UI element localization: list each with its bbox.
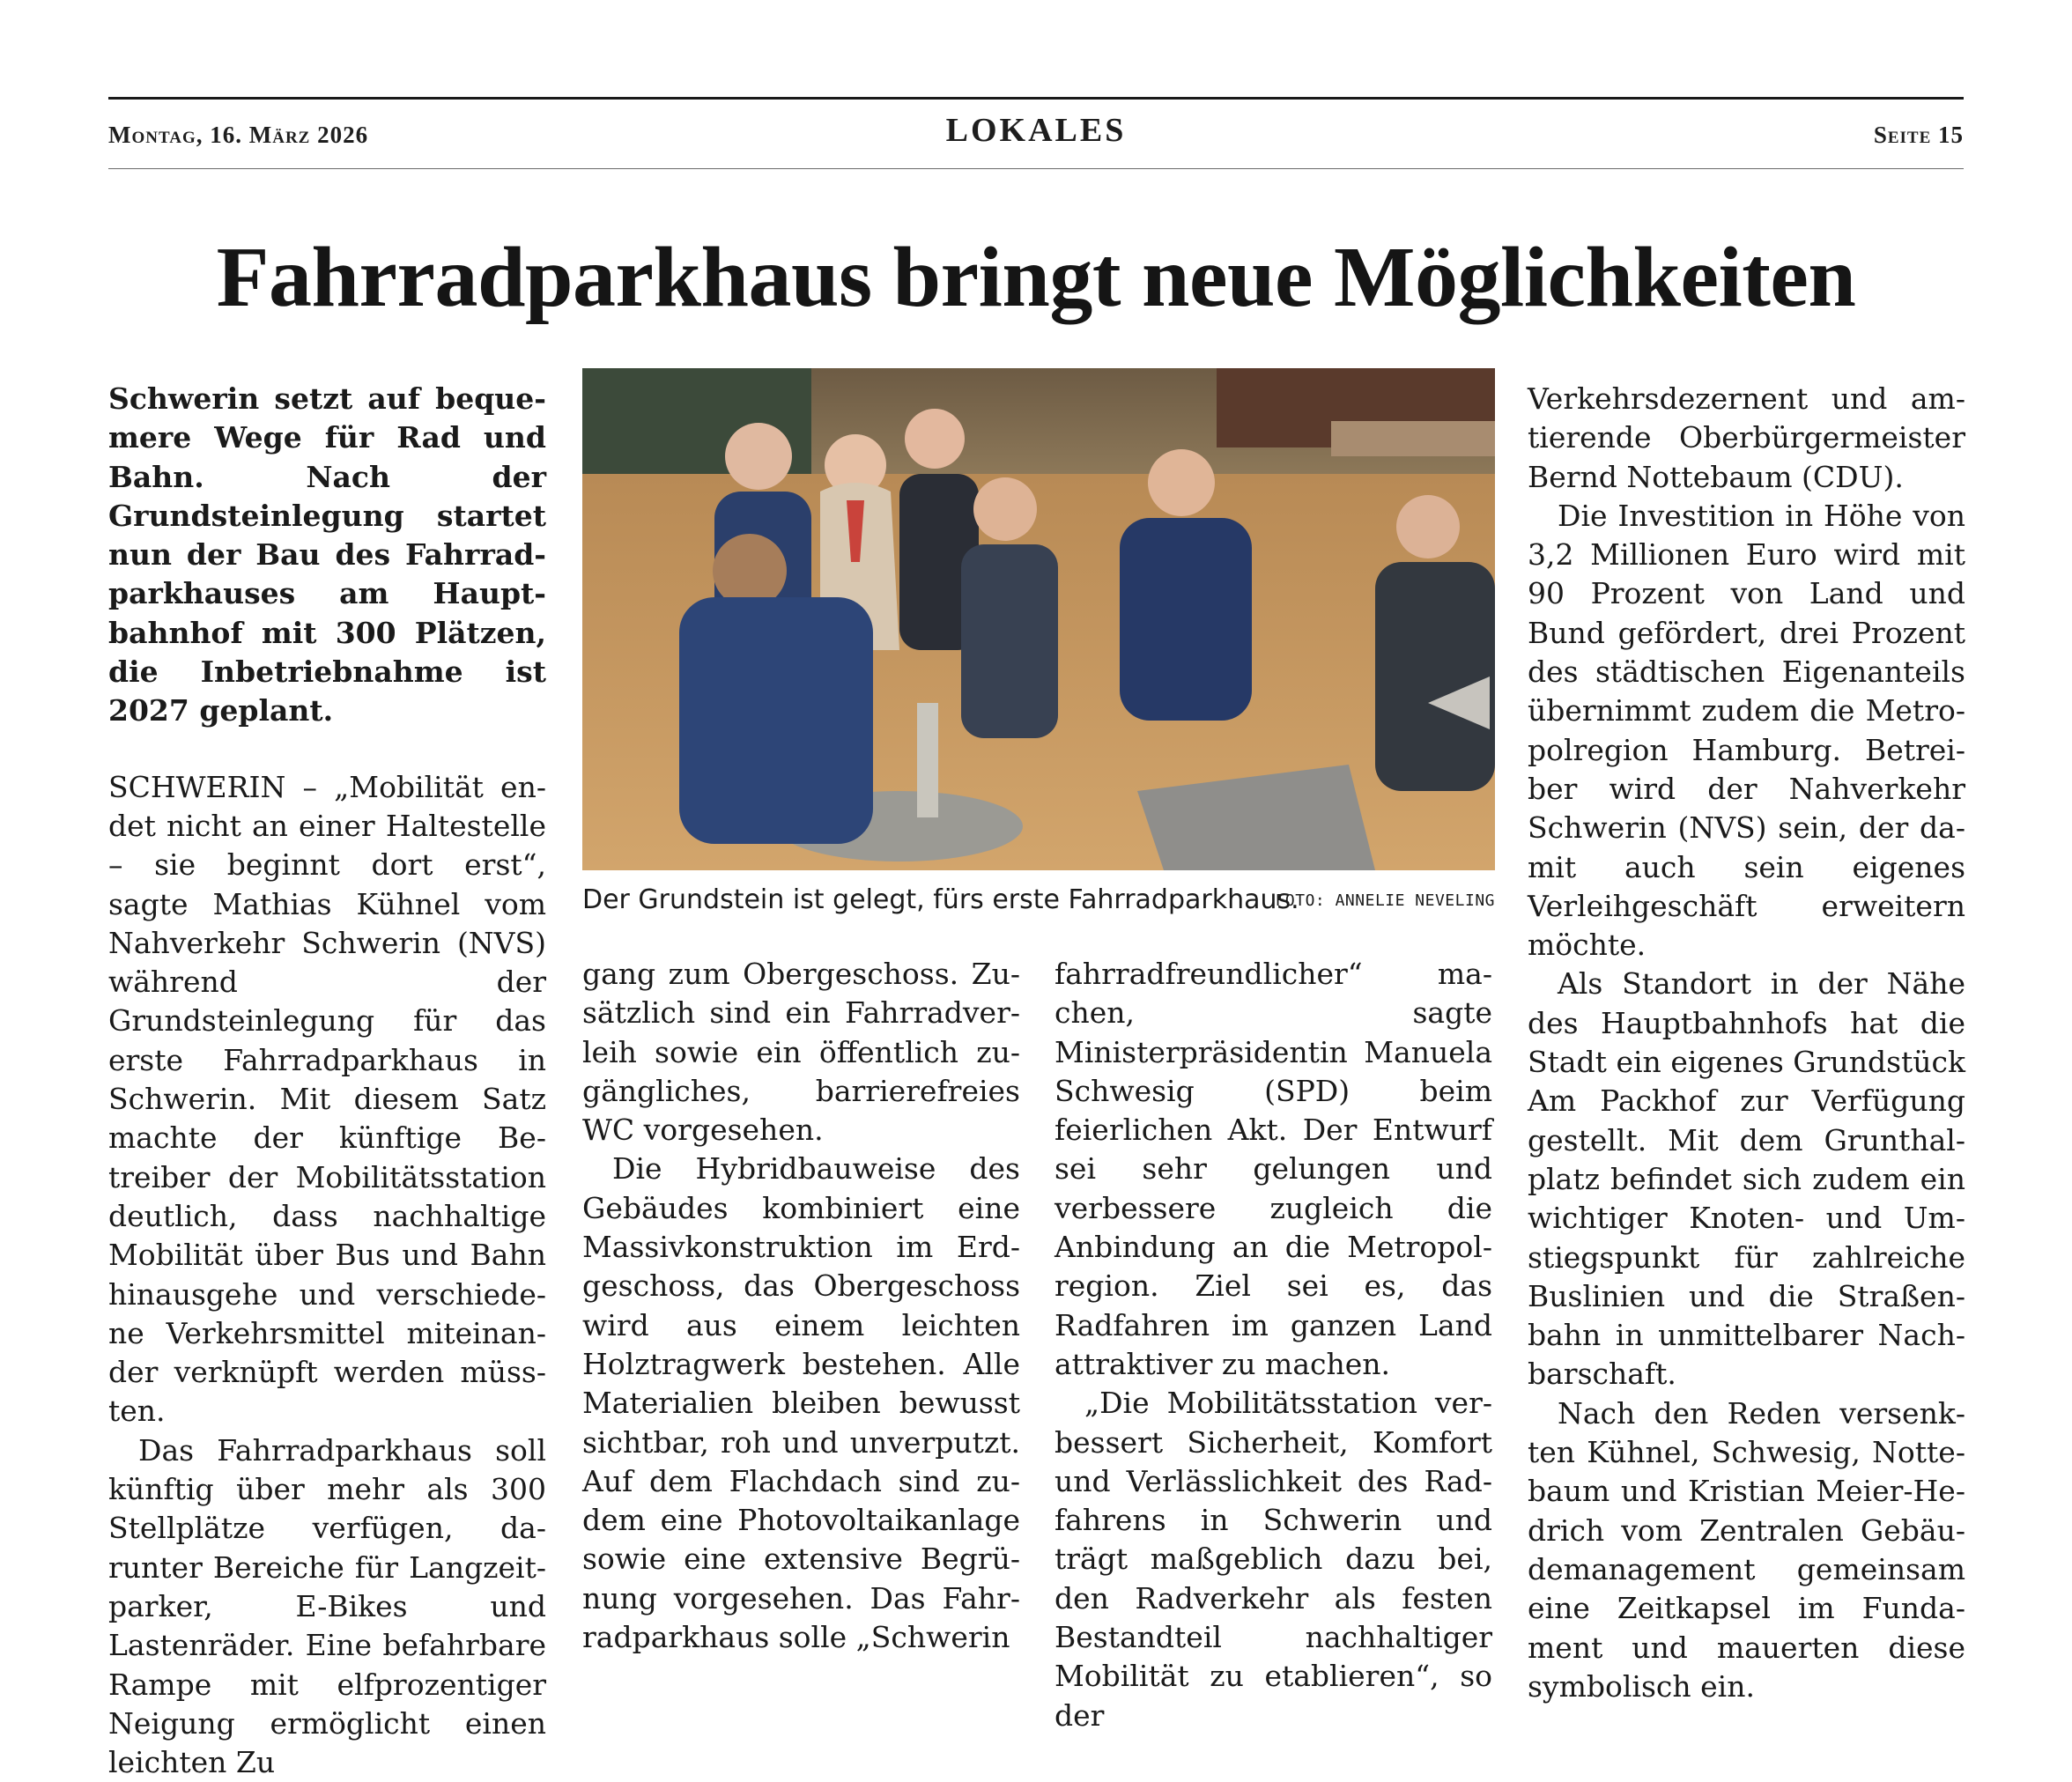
text-column-3: [1054, 955, 1492, 1735]
body-paragraph: gang zum Obergeschoss. Zusätzlich sind ein Fahrradverleih sowie ein öffentlich zugängliches, barrierefreies WC vorgesehen.: [582, 957, 1020, 1148]
caption-text: Der Grundstein ist gelegt, fürs erste Fahrradparkhaus.: [582, 884, 1299, 915]
body-paragraph: Nach den Reden versenkten Kühnel, Schwesig, Nottebaum und Kristian Meier-Hedrich vom Zentralen Gebäudemanagement gemeinsam eine Zeitkapsel im Fundament und mauerten diese symbolisch ein.: [1528, 1395, 1965, 1704]
body-paragraph: Das Fahrradparkhaus soll künftig über mehr als 300 Stellplätze verfügen, darunter Bereiche für Langzeitparker, E-Bikes und Lastenräder. Eine befahrbare Rampe mit elfprozentiger Neigung ermöglicht einen leichten Zu: [108, 1432, 546, 1780]
photo-credit: FOTO: ANNELIE NEVELING: [1275, 891, 1495, 910]
body-paragraph: Als Standort in der Nähe des Hauptbahnhofs hat die Stadt ein eigenes Grundstück Am Packhof zur Verfügung gestellt. Mit dem Grunthalplatz befindet sich zudem ein wichtiger Knoten- und Umstiegspunkt für zahlreiche Buslinien und die Straßenbahn in unmittelbarer Nachbarschaft.: [1528, 966, 1965, 1392]
issue-date: Montag, 16. März 2026: [108, 122, 369, 148]
body-paragraph: fahrradfreundlicher“ machen, sagte Ministerpräsidentin Manuela Schwesig (SPD) beim feierlichen Akt. Der Entwurf sei sehr gelungen und verbessere zugleich die Anbindung an die Metropolregion. Ziel sei es, das Radfahren im ganzen Land attraktiver zu machen.: [1054, 957, 1492, 1381]
masthead: [108, 109, 1964, 157]
text-column-1: [108, 380, 546, 1782]
section-title: LOKALES: [945, 112, 1127, 149]
photo-illustration: [582, 368, 1495, 870]
body-paragraph: Die Investition in Höhe von 3,2 Millionen Euro wird mit 90 Prozent von Land und Bund gefördert, drei Prozent des städtischen Eigenanteils übernimmt zudem die Metropolregion Hamburg. Betreiber wird der Nahverkehr Schwerin (NVS) sein, der damit auch sein eigenes Verleihgeschäft erweitern möchte.: [1528, 498, 1965, 963]
page-number: Seite 15: [1873, 122, 1964, 148]
text-column-4: [1528, 380, 1965, 1706]
article-lead: Schwerin setzt auf bequemere Wege für Rad und Bahn. Nach der Grundsteinlegung startet nun der Bau des Fahrradparkhauses am Hauptbahnhof mit 300 Plätzen, die Inbetriebnahme ist 2027 geplant.: [108, 381, 546, 728]
body-paragraph: „Die Mobilitätsstation verbessert Sicherheit, Komfort und Verlässlichkeit des Radfahrens in Schwerin und trägt maßgeblich dazu bei, den Radverkehr als festen Bestandteil nachhaltiger Mobilität zu etablieren“, so der: [1054, 1386, 1492, 1733]
masthead-bottom-rule: [108, 168, 1964, 169]
paragraph-gap: [108, 731, 546, 768]
article-photo: [582, 368, 1495, 870]
body-paragraph: SCHWERIN – „Mobilität endet nicht an einer Haltestelle – sie beginnt dort erst“, sagte Mathias Kühnel vom Nahverkehr Schwerin (NVS) während der Grundsteinlegung für das erste Fahrradparkhaus in Schwerin. Mit diesem Satz machte der künftige Betreiber der Mobilitätsstation deutlich, dass nachhaltige Mobilität über Bus und Bahn hinausgehe und verschiedene Verkehrsmittel miteinander verknüpft werden müssten.: [108, 769, 546, 1429]
photo-caption: [582, 884, 1495, 920]
article-headline: Fahrradparkhaus bringt neue Möglichkeiten: [216, 230, 1856, 325]
body-paragraph: Verkehrsdezernent und amtierende Oberbürgermeister Bernd Nottebaum (CDU).: [1528, 381, 1965, 494]
text-column-2: [582, 955, 1020, 1657]
masthead-top-rule: [108, 97, 1964, 100]
body-paragraph: Die Hybridbauweise des Gebäudes kombiniert eine Massivkonstruktion im Erdgeschoss, das Obergeschoss wird aus einem leichten Holztragwerk bestehen. Alle Materialien bleiben bewusst sichtbar, roh und unverputzt. Auf dem Flachdach sind zudem eine Photovoltaikanlage sowie eine extensive Begrünung vorgesehen. Das Fahrradparkhaus solle „Schwerin: [582, 1151, 1020, 1655]
